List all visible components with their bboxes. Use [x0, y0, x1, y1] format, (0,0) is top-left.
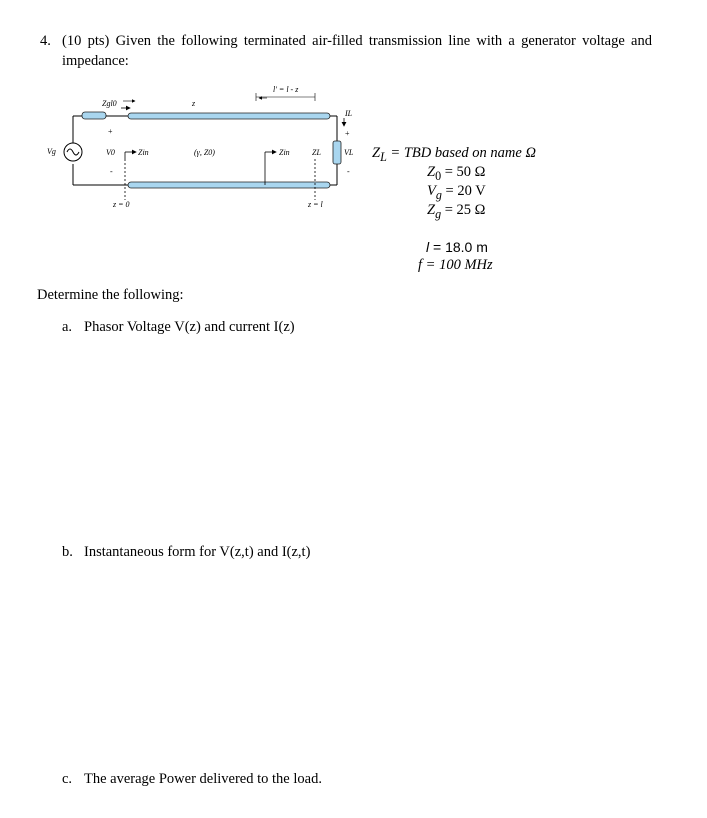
zin-left-label: Zin	[138, 148, 149, 157]
il-label: IL	[345, 109, 353, 118]
minus-gen: -	[110, 167, 113, 176]
gamma-z0-label: (γ, Z0)	[194, 148, 215, 157]
transmission-line-diagram	[32, 84, 362, 224]
lprime-label: l' = l - z	[273, 85, 299, 94]
bottom-conductor	[128, 182, 330, 188]
z0-position-label: z = 0	[113, 200, 130, 209]
param-z0: $Z_0 = 50$ Ω	[427, 164, 486, 183]
param-length: l = 18.0 m	[426, 239, 488, 255]
problem-number: 4.	[40, 33, 51, 49]
param-zl: $Z_L$ = TBD based on name Ω	[372, 145, 536, 164]
zg-label: Zgl0	[102, 99, 117, 108]
load-impedance	[333, 141, 341, 164]
param-vg: $V_g = 20$ V	[427, 183, 486, 202]
zl-position-label: z = l	[308, 200, 323, 209]
zl-label: ZL	[312, 148, 321, 157]
problem-statement	[40, 31, 652, 71]
zin-right-label: Zin	[279, 148, 290, 157]
part-c: c. The average Power delivered to the load.	[62, 771, 322, 787]
vl-label: VL	[344, 148, 354, 157]
z-axis-label: z	[192, 99, 196, 108]
top-conductor	[128, 113, 330, 119]
part-a: a. Phasor Voltage V(z) and current I(z)	[62, 319, 295, 335]
vg-label: Vg	[47, 147, 56, 156]
generator-impedance	[82, 112, 106, 119]
problem-text: (10 pts) Given the following terminated air-filled transmission line with a generator voltage and impedance:	[62, 33, 652, 69]
determine-heading: Determine the following:	[37, 287, 184, 303]
plus-gen: +	[108, 127, 113, 136]
generator	[64, 116, 128, 185]
param-zg: $Z_g = 25$ Ω	[427, 202, 486, 221]
param-frequency: f = 100 MHz	[418, 257, 493, 273]
plus-load: +	[345, 129, 350, 138]
v0-label: V0	[106, 148, 115, 157]
part-b: b. Instantaneous form for V(z,t) and I(z,t)	[62, 544, 311, 560]
minus-load: -	[347, 167, 350, 176]
